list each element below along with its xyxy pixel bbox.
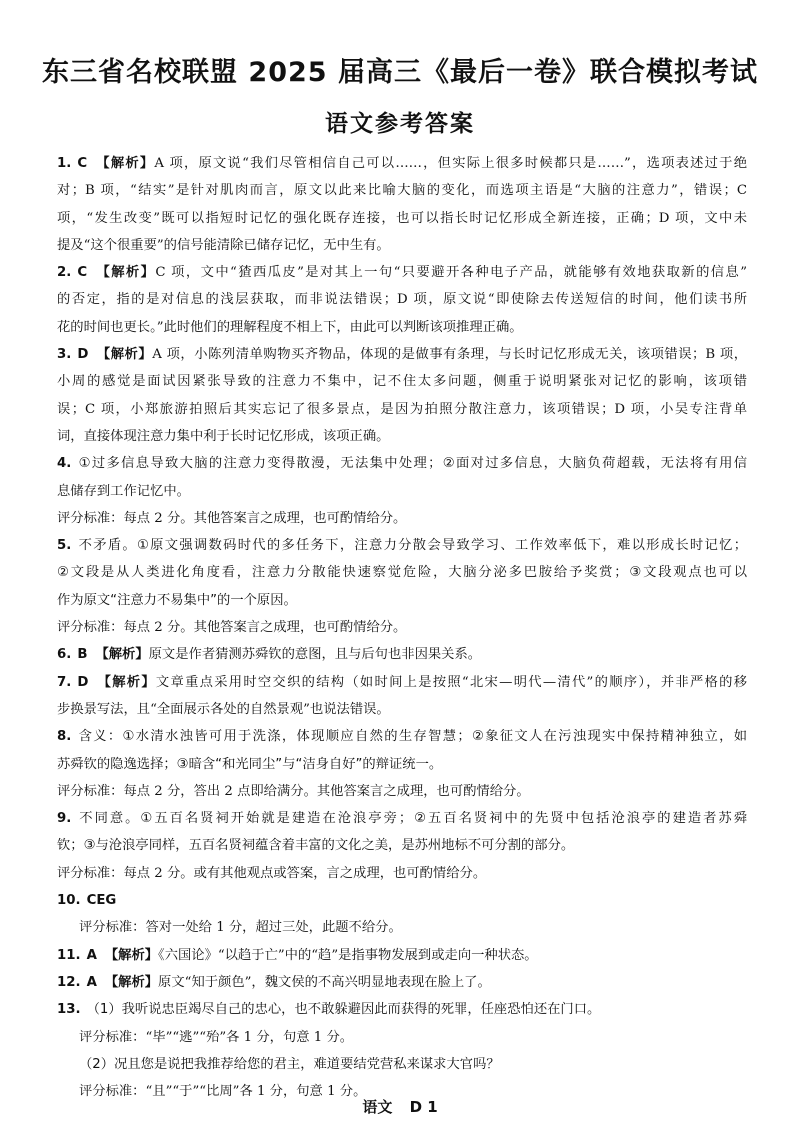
page-footer xyxy=(0,1096,800,1117)
answer-4-line-2: 息储存到工作记忆中。 xyxy=(57,483,190,499)
question-number: 13. xyxy=(57,1002,81,1018)
answer-text: 含义：①水清水浊皆可用于洗涤，体现顺应自然的生存智慧；②象征文人在污浊现实中保持精神独立，如 xyxy=(77,729,747,745)
answer-4-criteria: 评分标准：每点 2 分。其他答案言之成理，也可酌情给分。 xyxy=(57,510,407,526)
answer-9-line-2: 钦；③与沧浪亭同样，五百名贤祠蕴含着丰富的文化之美，是苏州地标不可分割的部分。 xyxy=(57,838,575,854)
answer-choice: A xyxy=(86,947,97,963)
answer-12-line-1 xyxy=(57,969,747,996)
answer-8-line-2: 苏舜钦的隐逸选择；③暗含“和光同尘”与“洁身自好”的辩证统一。 xyxy=(57,756,443,772)
answer-text: C 项，文中“猹西瓜皮”是对其上一句“只要避开各种电子产品，就能够有效地获取新的信息” xyxy=(155,265,747,281)
analysis-tag: 【解析】 xyxy=(95,265,156,281)
question-number: 1. xyxy=(57,156,72,171)
analysis-tag: 【解析】 xyxy=(95,156,155,171)
answer-9-line-1 xyxy=(57,805,747,832)
analysis-tag: 【解析】 xyxy=(95,647,149,663)
answer-11-line-1 xyxy=(57,942,747,969)
answer-2-line-2: 的否定，指的是对信息的浅层获取，而非说法错误；D 项，原文说“即使除去传送短信的时间，他们读书所 xyxy=(57,292,747,308)
answer-10-line-1 xyxy=(57,887,747,914)
question-number: 2. xyxy=(57,265,72,281)
question-number: 3. xyxy=(57,347,72,363)
answer-text: 《六国论》“以趋于亡”中的“趋”是指事物发展到或走向一种状态。 xyxy=(158,947,538,963)
answer-10-criteria: 评分标准：答对一处给 1 分，超过三处，此题不给分。 xyxy=(79,920,402,936)
answer-13-criteria-2: 评分标准：“且”“于”“比周”各 1 分，句意 1 分。 xyxy=(79,1084,367,1100)
answer-1-line-3: 项，“发生改变”既可以指短时记忆的强化既存连接，也可以指长时记忆形成全新连接，正确；D 项，文中未 xyxy=(57,210,747,226)
answer-3-line-2: 小周的感觉是面试因紧张导致的注意力不集中，记不住太多问题，侧重于说明紧张对记忆的影响，该项错 xyxy=(57,374,747,390)
question-number: 12. xyxy=(57,974,81,990)
question-number: 6. xyxy=(57,647,72,663)
analysis-tag: 【解析】 xyxy=(96,347,153,363)
question-number: 4. xyxy=(57,456,72,472)
answer-text: A 项，小陈列清单购物买齐物品，体现的是做事有条理，与长时记忆形成无关，该项错误；B 项， xyxy=(152,347,747,363)
answer-3-line-1 xyxy=(57,341,747,368)
answer-text: 原文是作者猜测苏舜钦的意图，且与后句也非因果关系。 xyxy=(148,647,482,663)
answer-13-line-1 xyxy=(57,996,747,1023)
answer-6-line-1 xyxy=(57,641,747,668)
answer-text: （1）我听说忠臣竭尽自己的忠心，也不敢躲避因此而获得的死罪，任座恐怕还在门口。 xyxy=(86,1002,601,1018)
answer-5-criteria: 评分标准：每点 2 分。其他答案言之成理，也可酌情给分。 xyxy=(57,620,407,636)
answer-3-line-3: 误；C 项，小郑旅游拍照后其实忘记了很多景点，是因为拍照分散注意力，该项错误；D 项，小吴专注背单 xyxy=(57,401,747,417)
question-number: 5. xyxy=(57,538,72,554)
answer-text: 原文“知于颜色”，魏文侯的不高兴明显地表现在脸上了。 xyxy=(158,974,491,990)
answer-9-criteria: 评分标准：每点 2 分。或有其他观点或答案，言之成理，也可酌情给分。 xyxy=(57,865,487,881)
answer-choice: C xyxy=(77,156,88,171)
answer-1-line-2: 对；B 项，“结实”是针对肌肉而言，原文以此来比喻大脑的变化，而选项主语是“大脑的注意力”，错误；C xyxy=(57,183,747,199)
page-subtitle: 语文参考答案 xyxy=(325,111,475,137)
answer-1-line-4: 提及“这个很重要”的信号能清除已储存记忆，无中生有。 xyxy=(57,237,390,253)
answer-3-line-4: 词，直接体现注意力集中利于长时记忆形成，该项正确。 xyxy=(57,428,390,444)
analysis-tag: 【解析】 xyxy=(104,947,159,963)
answer-2-line-3: 花的时间也更长。”此时他们的理解程度不相上下，由此可以判断该项推理正确。 xyxy=(57,319,523,335)
answer-choice: A xyxy=(86,974,97,990)
footer-subject: 语文 xyxy=(362,1098,393,1116)
question-number: 11. xyxy=(57,947,81,963)
question-number: 10. xyxy=(57,893,81,909)
answer-5-line-3: 作为原文“注意力不易集中”的一个原因。 xyxy=(57,592,297,608)
page-title: 东三省名校联盟 2025 届高三《最后一卷》联合模拟考试 xyxy=(42,57,758,88)
answer-text: 不矛盾。①原文强调数码时代的多任务下，注意力分散会导致学习、工作效率低下，难以形成长时记忆； xyxy=(77,538,747,554)
answer-choice: D xyxy=(77,347,89,363)
answer-text: 文章重点采用时空交织的结构（如时间上是按照“北宋—明代—清代”的顺序），并非严格的移 xyxy=(155,674,747,690)
answer-4-line-1 xyxy=(57,450,747,477)
footer-page-number: D 1 xyxy=(409,1098,438,1116)
question-number: 8. xyxy=(57,729,72,745)
answer-choice: D xyxy=(77,674,89,690)
answer-text: 不同意。①五百名贤祠开始就是建造在沧浪亭旁；②五百名贤祠中的先贤中包括沧浪亭的建造者苏舜 xyxy=(77,811,747,827)
answer-1-line-1 xyxy=(57,150,747,177)
question-number: 7. xyxy=(57,674,72,690)
answer-13-criteria-1: 评分标准：“毕”“逃”“殆”各 1 分，句意 1 分。 xyxy=(79,1029,354,1045)
answer-5-line-2: ②文段是从人类进化角度看，注意力分散能快速察觉危险，大脑分泌多巴胺给予奖赏；③文段观点也可以 xyxy=(57,565,747,581)
answer-5-line-1 xyxy=(57,532,747,559)
answer-text: ①过多信息导致大脑的注意力变得散漫，无法集中处理；②面对过多信息，大脑负荷超载，无法将有用信 xyxy=(77,456,747,472)
answer-choice: C xyxy=(77,265,88,281)
answer-7-line-2: 步换景写法，且“全面展示各处的自然景观”也说法错误。 xyxy=(57,701,390,717)
answer-choice: B xyxy=(77,647,88,663)
answer-list xyxy=(57,150,747,1105)
analysis-tag: 【解析】 xyxy=(104,974,159,990)
question-number: 9. xyxy=(57,811,72,827)
answer-13-line-2: （2）况且您是说把我推荐给您的君主，难道要结党营私来谋求大官吗？ xyxy=(79,1056,500,1072)
answer-choice: CEG xyxy=(86,893,117,909)
answer-2-line-1 xyxy=(57,259,747,286)
answer-8-criteria: 评分标准：每点 2 分，答出 2 点即给满分。其他答案言之成理，也可酌情给分。 xyxy=(57,783,530,799)
answer-7-line-1 xyxy=(57,669,747,696)
analysis-tag: 【解析】 xyxy=(96,674,156,690)
answer-text: A 项，原文说“我们尽管相信自己可以……，但实际上很多时候都只是……”，选项表述过于绝 xyxy=(154,156,747,171)
answer-8-line-1 xyxy=(57,723,747,750)
